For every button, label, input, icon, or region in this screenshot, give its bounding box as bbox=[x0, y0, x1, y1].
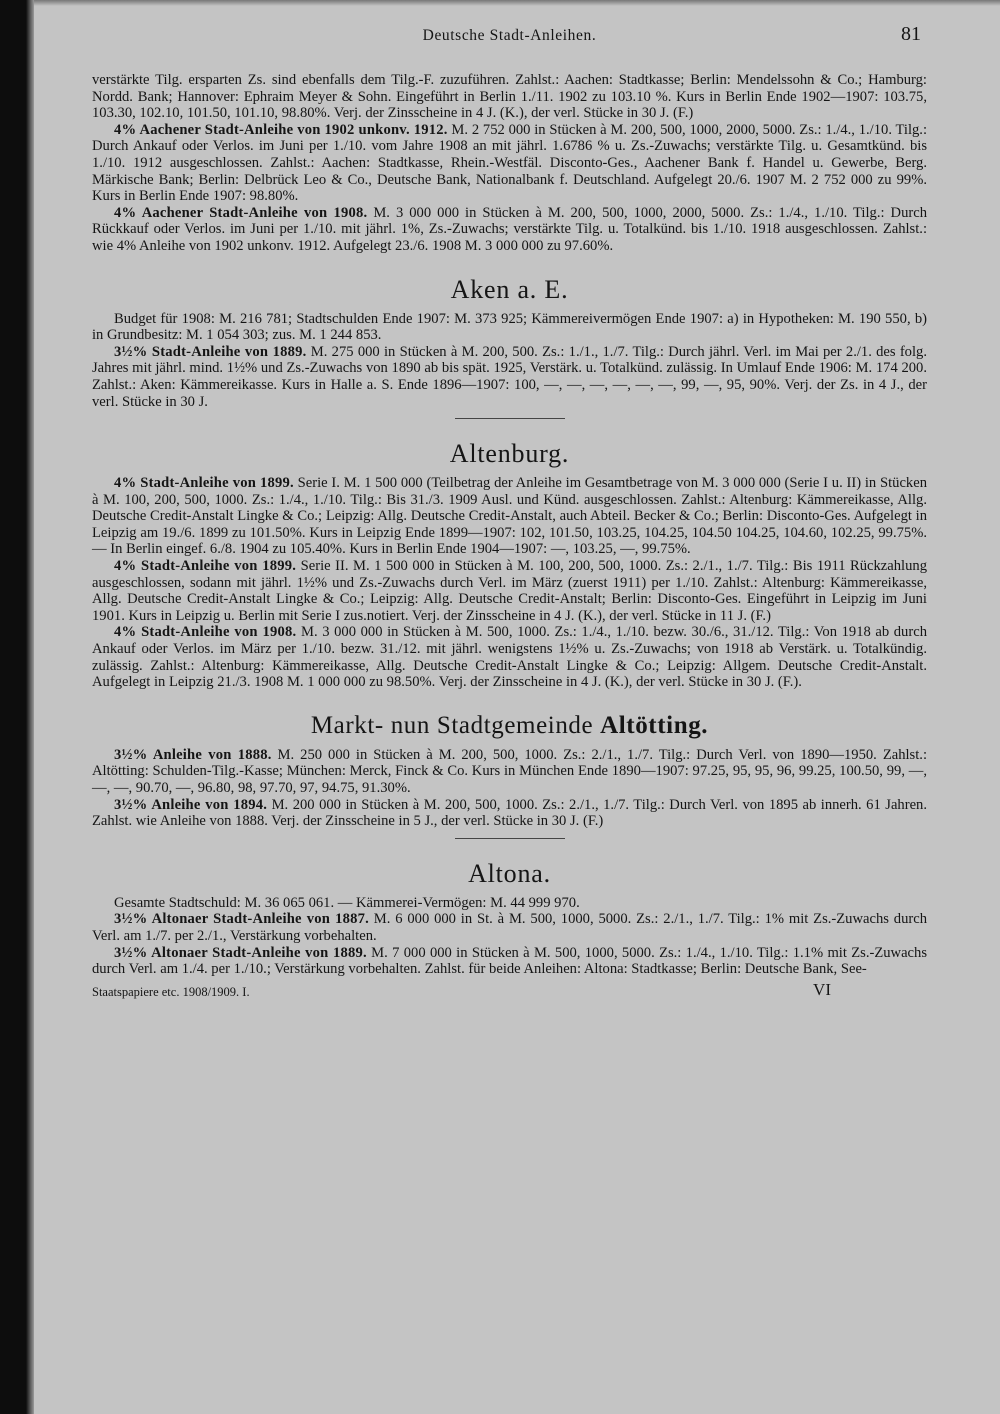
paragraph-body: Budget für 1908: M. 216 781; Stadtschulden Ende 1907: M. 373 925; Kämmereivermögen Ende 1907: a) in Hypotheken: M. 190 550, b) in Grundbesitz: M. 1 054 303; zus. M. 1 244 853. bbox=[92, 310, 927, 344]
running-head-title: Deutsche Stadt-Anleihen. bbox=[422, 27, 597, 44]
section-divider bbox=[455, 838, 565, 839]
section-title-text: Altenburg. bbox=[449, 439, 570, 469]
paragraph-body: M. 200 000 in Stücken à M. 200, 500, 1000. Zs.: 2./1., 1./7. Tilg.: Durch Verl. von 1895 ab innerh. 61 Jahren. Zahlst. wie Anleihe von 1888. Verj. der Zinsscheine in 5 J., der verl. Stücke in 30 J. (F.) bbox=[92, 796, 928, 830]
section-title bbox=[92, 859, 927, 889]
bond-heading: 4% Stadt-Anleihe von 1908. bbox=[114, 624, 297, 641]
text-paragraph bbox=[92, 72, 927, 122]
paragraph-body: Gesamte Stadtschuld: M. 36 065 061. — Kämmerei-Vermögen: M. 44 999 970. bbox=[114, 894, 580, 911]
text-paragraph bbox=[92, 311, 927, 344]
bond-heading: 4% Aachener Stadt-Anleihe von 1908. bbox=[114, 204, 368, 221]
paragraph-body: M. 250 000 in Stücken à M. 200, 500, 1000. Zs.: 2./1., 1./7. Tilg.: Durch Verl. von 1890—1950. Zahlst.: Altötting: Schulden-Tilg.-Kasse; München: Merck, Finck & Co. Kurs in München Ende 1890—1907: 97.25, 95, 95, 96, 99.25, 100.50, 99, —, —, —, 90.70, —, 96.80, 98, 97.70, 97, 94.75, 91.30%. bbox=[92, 746, 927, 796]
section-title-text: Altona. bbox=[468, 858, 551, 888]
paragraph-body: M. 2 752 000 in Stücken à M. 200, 500, 1000, 2000, 5000. Zs.: 1./4., 1./10. Tilg.: Durch Ankauf oder Verlos. im Juni per 1./10. vom Jahre 1908 an mit jährl. 1.6786 % u. Zs.-Zuwachs; verstärkte Tilg. u. Gesamtkünd. bis 1./10. 1912 ausgeschlossen. Zahlst.: Aachen: Stadtkasse, Rhein.-Westfäl. Disconto-Ges., Aachener Bank f. Handel u. Gewerbe, Berg. Märkische Bank; Berlin: Delbrück Leo & Co., Deutsche Bank, Nationalbank f. Deutschland. Aufgelegt 20./6. 1907 M. 2 752 000 zu 99%. Kurs in Berlin Ende 1907: 98.80%. bbox=[92, 121, 928, 205]
paragraph-body: M. 7 000 000 in Stücken à M. 500, 1000, 5000. Zs.: 1./4., 1./10. Tilg.: 1.1% mit Zs.-Zuwachs durch Verl. am 1./4. per 1./10.; Verstärkung vorbehalten. Zahlst. für beide Anleihen: Altona: Stadtkasse; Berlin: Deutsche Bank, See- bbox=[92, 944, 928, 978]
paragraph-body: M. 275 000 in Stücken à M. 200, 500. Zs.: 1./1., 1./7. Tilg.: Durch jährl. Verl. im Mai per 2./1. des folg. Jahres mit jährl. mind. 1½% und Zs.-Zuwachs von 1890 ab bis spät. 1925, Verstärk. u. Totalkünd. zulässig. In Umlauf Ende 1906: M. 174 200. Zahlst.: Aken: Kämmereikasse. Kurs in Halle a. S. Ende 1896—1907: 100, —, —, —, —, —, —, 99, —, 95, 90%. Verj. der Zs. in 4 J., der verl. Stücke in 30 J. bbox=[92, 343, 927, 410]
bond-heading: 3½% Altonaer Stadt-Anleihe von 1887. bbox=[114, 911, 369, 928]
text-paragraph bbox=[92, 945, 927, 978]
paragraph-body: Serie I. M. 1 500 000 (Teilbetrag der Anleihe im Gesamtbetrage von M. 3 000 000 (Serie I u. II) in Stücken à M. 100, 200, 500, 1000. Zs.: 1./4., 1./10. Tilg.: Bis 31./3. 1909 Ausl. und Künd. ausgeschlossen. Zahlst.: Altenburg: Kämmereikasse, Allg. Deutsche Credit-Anstalt Lingke & Co.; Leipzig: Allg. Deutsche Credit-Anstalt, auch Abteil. Becker & Co.; Berlin: Disconto-Ges. Aufgelegt in Leipzig am 19./6. 1899 zu 101.50%. Kurs in Leipzig Ende 1899—1907: 102, 101.50, 103.25, 104.25, 104.50 104.25, 104.60, 102.25, 99.75%. — In Berlin eingef. 6./8. 1904 zu 105.40%. Kurs in Berlin Ende 1904—1907: —, 103.25, —, 99.75%. bbox=[92, 475, 927, 558]
footer-imprint: Staatspapiere etc. 1908/1909. I. bbox=[92, 984, 250, 999]
text-paragraph bbox=[92, 895, 927, 912]
text-paragraph bbox=[92, 475, 927, 558]
section-title bbox=[92, 711, 927, 741]
section-title bbox=[92, 275, 927, 305]
paragraph-body: Serie II. M. 1 500 000 in Stücken à M. 100, 200, 500, 1000. Zs.: 2./1., 1./7. Tilg.: Bis 1911 Rückzahlung ausgeschlossen, sodann mit jährl. 1½% und Zs.-Zuwachs durch Verl. im März (zuerst 1911) per 1./10. Zahlst.: Altenburg: Kämmereikasse, Allg. Deutsche Credit-Anstalt Lingke & Co.; Leipzig: Allg. Deutsche Credit-Anstalt; Berlin: Disconto-Ges. Eingeführt in Leipzig im Juni 1901. Kurs in Leipzig u. Berlin mit Serie I zus.notiert. Verj. der Zinsscheine in 4 J. (K.), der verl. Stücke in 11 J. (F.) bbox=[92, 558, 928, 624]
running-head bbox=[92, 23, 927, 52]
section-title-text: Aken a. E. bbox=[450, 274, 569, 304]
paragraph-body: verstärkte Tilg. ersparten Zs. sind ebenfalls dem Tilg.-F. zuzuführen. Zahlst.: Aachen: Stadtkasse; Berlin: Mendelssohn & Co.; Hamburg: Nordd. Bank; Hannover: Ephraim Meyer & Sohn. Eingeführt in Berlin 1./11. 1902 zu 103.10 %. Kurs in Berlin Ende 1902—1907: 103.75, 103.30, 102.10, 101.50, 101.10, 98.80%. Verj. der Zinsscheine in 4 J. (K.), der verl. Stücke in 30 J. (F.) bbox=[92, 72, 927, 122]
text-paragraph bbox=[92, 747, 927, 797]
section-title bbox=[92, 439, 927, 469]
text-paragraph bbox=[92, 122, 927, 205]
signature-mark: VI bbox=[813, 979, 831, 999]
page-number: 81 bbox=[901, 23, 921, 45]
bond-heading: 4% Stadt-Anleihe von 1899. bbox=[114, 558, 297, 575]
text-paragraph bbox=[92, 558, 927, 624]
text-paragraph bbox=[92, 624, 927, 690]
book-binding-shadow bbox=[0, 0, 34, 1414]
page-footer bbox=[92, 979, 927, 1006]
bond-heading: 3½% Anleihe von 1888. bbox=[114, 746, 272, 763]
bond-heading: 3½% Stadt-Anleihe von 1889. bbox=[114, 343, 307, 360]
paragraph-body: M. 6 000 000 in St. à M. 500, 1000, 5000. Zs.: 2./1., 1./7. Tilg.: 1% mit Zs.-Zuwachs durch Verl. am 1./7. per 2./1., Verstärkung vorbehalten. bbox=[92, 911, 927, 944]
section-title-text: Markt- nun Stadtgemeinde bbox=[310, 711, 601, 739]
section-divider bbox=[455, 418, 565, 419]
paragraph-body: M. 3 000 000 in Stücken à M. 500, 1000. Zs.: 1./4., 1./10. bezw. 30./6., 31./12. Tilg.: Von 1918 ab durch Ankauf oder Verlos. im März per 1./10. bezw. 31./12. mit jährl. wenigstens 1½% u. Zs.-Zuwachs; von 1918 ab Verstärk. u. Totalkündig. zulässig. Zahlst.: Altenburg: Kämmereikasse, Allg. Deutsche Credit-Anstalt Lingke & Co.; Leipzig: Allgem. Deutsche Credit-Anstalt. Aufgelegt in Leipzig 21./3. 1908 M. 1 000 000 zu 98.50%. Verj. der Zinsscheine in 4 J. (K.), der verl. Stücke in 30 J. (F.). bbox=[92, 624, 927, 691]
bond-heading: 4% Aachener Stadt-Anleihe von 1902 unkonv. 1912. bbox=[114, 121, 448, 138]
bond-heading: 3½% Anleihe von 1894. bbox=[114, 796, 268, 813]
section-title-emphasis: Altötting. bbox=[600, 711, 709, 739]
page-top-edge bbox=[34, 0, 1000, 6]
text-paragraph bbox=[92, 205, 927, 255]
page-content bbox=[92, 72, 927, 978]
text-paragraph bbox=[92, 911, 927, 944]
bond-heading: 3½% Altonaer Stadt-Anleihe von 1889. bbox=[114, 944, 367, 961]
text-paragraph bbox=[92, 344, 927, 410]
text-paragraph bbox=[92, 797, 927, 830]
bond-heading: 4% Stadt-Anleihe von 1899. bbox=[114, 475, 294, 492]
document-page bbox=[92, 23, 928, 1403]
paragraph-body: M. 3 000 000 in Stücken à M. 200, 500, 1000, 2000, 5000. Zs.: 1./4., 1./10. Tilg.: Durch Rückkauf oder Verlos. im Juni per 1./10. mit jährl. 1%, Zs.-Zuwachs; verstärkte Tilg. u. Totalkünd. bis 1./10. 1918 ausgeschlossen. Zahlst.: wie 4% Anleihe von 1902 unkonv. 1912. Aufgelegt 23./6. 1908 M. 3 000 000 zu 97.60%. bbox=[92, 204, 927, 254]
